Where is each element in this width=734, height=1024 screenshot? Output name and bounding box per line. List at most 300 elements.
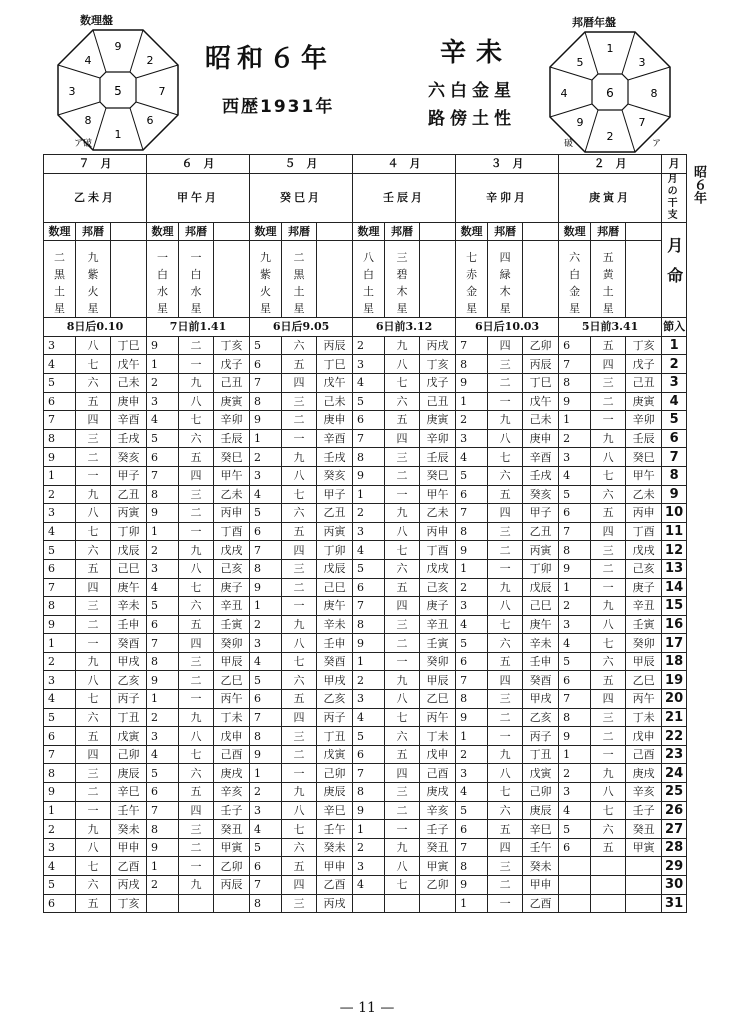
day-suri: 9 bbox=[456, 373, 488, 392]
day-kanshi: 辛亥 bbox=[626, 783, 662, 802]
day-hou: 一 bbox=[282, 764, 317, 783]
day-kanshi: 己酉 bbox=[214, 745, 250, 764]
day-hou: 一 bbox=[488, 392, 523, 411]
hou-month-star bbox=[591, 241, 626, 318]
day-hou: 四 bbox=[591, 522, 626, 541]
day-hou: 五 bbox=[282, 857, 317, 876]
day-kanshi: 辛卯 bbox=[420, 429, 456, 448]
day-suri: 7 bbox=[456, 671, 488, 690]
day-hou: 二 bbox=[76, 615, 111, 634]
day-hou: 六 bbox=[179, 429, 214, 448]
setsu-time: 6日前3.12 bbox=[353, 318, 456, 337]
hou-label: 邦暦 bbox=[282, 222, 317, 241]
day-number: 22 bbox=[662, 727, 687, 746]
day-kanshi: 辛未 bbox=[317, 615, 353, 634]
day-hou: 八 bbox=[488, 429, 523, 448]
setsu-time: 6日后10.03 bbox=[456, 318, 559, 337]
day-suri: 9 bbox=[353, 466, 385, 485]
star-char: 一 bbox=[190, 251, 202, 265]
day-hou: 五 bbox=[385, 745, 420, 764]
svg-text:2: 2 bbox=[606, 130, 614, 143]
day-suri: 1 bbox=[44, 466, 76, 485]
day-number: 6 bbox=[662, 429, 687, 448]
day-hou: 二 bbox=[179, 504, 214, 523]
day-kanshi: 己亥 bbox=[626, 559, 662, 578]
suri-label: 数理 bbox=[147, 222, 179, 241]
day-kanshi: 丙午 bbox=[214, 690, 250, 709]
day-suri: 9 bbox=[353, 634, 385, 653]
day-hou: 六 bbox=[179, 764, 214, 783]
day-suri: 2 bbox=[353, 336, 385, 355]
day-suri: 5 bbox=[353, 727, 385, 746]
day-suri: 9 bbox=[44, 448, 76, 467]
day-kanshi: 丙辰 bbox=[214, 876, 250, 895]
day-hou: 三 bbox=[282, 392, 317, 411]
day-kanshi bbox=[626, 894, 662, 913]
day-suri: 7 bbox=[353, 597, 385, 616]
day-suri: 7 bbox=[353, 429, 385, 448]
day-suri: 7 bbox=[250, 708, 282, 727]
day-number: 31 bbox=[662, 894, 687, 913]
day-suri: 1 bbox=[559, 745, 591, 764]
day-hou bbox=[591, 894, 626, 913]
day-suri: 5 bbox=[456, 634, 488, 653]
day-hou: 八 bbox=[385, 355, 420, 374]
day-hou: 一 bbox=[488, 559, 523, 578]
day-suri: 1 bbox=[456, 727, 488, 746]
day-suri: 5 bbox=[456, 466, 488, 485]
day-hou: 二 bbox=[282, 745, 317, 764]
day-hou: 三 bbox=[282, 727, 317, 746]
day-suri: 4 bbox=[44, 690, 76, 709]
day-hou: 九 bbox=[282, 448, 317, 467]
day-hou: 九 bbox=[488, 745, 523, 764]
day-suri: 5 bbox=[353, 392, 385, 411]
setsu-time: 6日后9.05 bbox=[250, 318, 353, 337]
hou-center: 6 bbox=[606, 86, 614, 100]
day-suri: 1 bbox=[456, 559, 488, 578]
day-kanshi: 甲戌 bbox=[317, 671, 353, 690]
day-hou: 四 bbox=[488, 671, 523, 690]
day-kanshi: 戊寅 bbox=[111, 727, 147, 746]
day-hou: 八 bbox=[591, 448, 626, 467]
day-hou: 三 bbox=[385, 615, 420, 634]
day-kanshi: 丁巳 bbox=[111, 336, 147, 355]
day-kanshi: 癸未 bbox=[523, 857, 559, 876]
day-hou: 六 bbox=[76, 373, 111, 392]
day-suri: 7 bbox=[44, 578, 76, 597]
day-kanshi: 庚辰 bbox=[317, 783, 353, 802]
day-kanshi: 丙寅 bbox=[523, 541, 559, 560]
day-kanshi: 乙丑 bbox=[317, 504, 353, 523]
day-kanshi: 己丑 bbox=[214, 373, 250, 392]
day-hou: 六 bbox=[282, 671, 317, 690]
svg-text:ア破: ア破 bbox=[74, 139, 93, 149]
day-hou: 三 bbox=[488, 522, 523, 541]
day-hou: 三 bbox=[385, 783, 420, 802]
day-kanshi: 庚寅 bbox=[626, 392, 662, 411]
svg-text:7: 7 bbox=[638, 116, 646, 129]
day-suri: 5 bbox=[147, 764, 179, 783]
day-hou: 九 bbox=[591, 597, 626, 616]
day-suri: 2 bbox=[250, 448, 282, 467]
day-kanshi: 丙寅 bbox=[111, 504, 147, 523]
day-kanshi: 壬戌 bbox=[317, 448, 353, 467]
star-char: 土 bbox=[54, 285, 65, 299]
day-hou: 七 bbox=[179, 411, 214, 430]
day-hou: 六 bbox=[385, 392, 420, 411]
day-hou: 三 bbox=[179, 652, 214, 671]
day-suri: 8 bbox=[250, 392, 282, 411]
day-kanshi: 丁未 bbox=[420, 727, 456, 746]
day-suri: 5 bbox=[456, 801, 488, 820]
side-label-text: 昭６年 bbox=[691, 165, 706, 204]
day-hou: 四 bbox=[385, 764, 420, 783]
star-blank bbox=[523, 241, 559, 318]
day-number: 30 bbox=[662, 876, 687, 895]
table-row bbox=[44, 522, 687, 541]
day-suri: 6 bbox=[353, 411, 385, 430]
day-kanshi: 辛未 bbox=[111, 597, 147, 616]
day-kanshi: 戊午 bbox=[111, 355, 147, 374]
day-kanshi: 癸卯 bbox=[626, 634, 662, 653]
star-char: 白 bbox=[157, 268, 169, 282]
day-suri: 2 bbox=[44, 820, 76, 839]
day-suri: 6 bbox=[250, 522, 282, 541]
day-hou: 一 bbox=[179, 355, 214, 374]
star-char: 紫 bbox=[87, 268, 99, 282]
day-suri: 9 bbox=[44, 615, 76, 634]
table-row bbox=[44, 838, 687, 857]
day-hou: 五 bbox=[385, 411, 420, 430]
day-kanshi: 辛未 bbox=[523, 634, 559, 653]
day-number: 7 bbox=[662, 448, 687, 467]
day-hou: 四 bbox=[76, 745, 111, 764]
day-number: 5 bbox=[662, 411, 687, 430]
suri-board-title: 数理盤 bbox=[80, 14, 113, 27]
day-kanshi: 壬子 bbox=[214, 801, 250, 820]
day-suri: 3 bbox=[559, 615, 591, 634]
day-hou: 四 bbox=[282, 541, 317, 560]
western-year: 西歴1931年 bbox=[222, 97, 335, 117]
star-char: 星 bbox=[190, 302, 202, 316]
day-kanshi: 壬申 bbox=[317, 634, 353, 653]
day-kanshi: 乙酉 bbox=[523, 894, 559, 913]
day-kanshi: 庚午 bbox=[523, 615, 559, 634]
day-hou: 四 bbox=[591, 355, 626, 374]
day-kanshi: 庚戌 bbox=[420, 783, 456, 802]
table-row bbox=[44, 708, 687, 727]
day-kanshi: 丙戌 bbox=[111, 876, 147, 895]
day-suri bbox=[559, 894, 591, 913]
day-hou: 一 bbox=[282, 597, 317, 616]
day-hou: 一 bbox=[591, 745, 626, 764]
star-char: 緑 bbox=[499, 268, 511, 282]
day-kanshi: 戊戌 bbox=[420, 559, 456, 578]
table-row bbox=[44, 429, 687, 448]
star-char: 白 bbox=[569, 268, 581, 282]
day-suri: 7 bbox=[44, 411, 76, 430]
kanshi-row-label: 月の干支 bbox=[662, 173, 687, 222]
day-number: 8 bbox=[662, 466, 687, 485]
day-kanshi: 辛丑 bbox=[214, 597, 250, 616]
day-hou: 九 bbox=[385, 336, 420, 355]
day-kanshi: 丁酉 bbox=[214, 522, 250, 541]
table-row bbox=[44, 411, 687, 430]
day-suri: 6 bbox=[456, 652, 488, 671]
star-char: 九 bbox=[87, 251, 99, 265]
table-row bbox=[44, 504, 687, 523]
day-kanshi: 癸亥 bbox=[111, 448, 147, 467]
day-hou: 六 bbox=[488, 466, 523, 485]
day-suri: 5 bbox=[44, 876, 76, 895]
day-hou: 一 bbox=[282, 429, 317, 448]
day-hou: 六 bbox=[591, 485, 626, 504]
day-hou: 八 bbox=[488, 764, 523, 783]
day-suri: 4 bbox=[147, 578, 179, 597]
day-suri: 8 bbox=[559, 708, 591, 727]
day-hou: 五 bbox=[76, 727, 111, 746]
day-kanshi: 庚寅 bbox=[420, 411, 456, 430]
svg-text:1: 1 bbox=[606, 42, 614, 55]
day-hou: 六 bbox=[76, 876, 111, 895]
day-hou: 七 bbox=[282, 652, 317, 671]
day-kanshi: 戊子 bbox=[214, 355, 250, 374]
hou-month-star bbox=[282, 241, 317, 318]
table-row bbox=[44, 392, 687, 411]
star-char: 星 bbox=[260, 302, 272, 316]
day-kanshi bbox=[420, 894, 456, 913]
day-kanshi bbox=[626, 876, 662, 895]
day-hou: 一 bbox=[179, 857, 214, 876]
day-suri: 5 bbox=[250, 671, 282, 690]
day-hou: 六 bbox=[282, 838, 317, 857]
day-kanshi: 壬戌 bbox=[523, 466, 559, 485]
star-char: 星 bbox=[87, 302, 99, 316]
day-suri: 1 bbox=[250, 429, 282, 448]
day-hou: 二 bbox=[488, 708, 523, 727]
day-hou: 八 bbox=[76, 336, 111, 355]
month-kanshi: 庚寅月 bbox=[559, 173, 662, 222]
star-char: 黒 bbox=[293, 268, 305, 282]
day-suri: 8 bbox=[559, 541, 591, 560]
day-number: 21 bbox=[662, 708, 687, 727]
day-kanshi: 己丑 bbox=[626, 373, 662, 392]
suri-board bbox=[56, 28, 180, 152]
day-suri: 5 bbox=[559, 652, 591, 671]
star-char: 二 bbox=[54, 251, 65, 265]
day-kanshi: 庚戌 bbox=[626, 764, 662, 783]
day-suri: 9 bbox=[147, 504, 179, 523]
day-hou: 六 bbox=[591, 652, 626, 671]
day-suri bbox=[353, 894, 385, 913]
day-kanshi: 己巳 bbox=[111, 559, 147, 578]
star-char: 八 bbox=[363, 251, 375, 265]
month-kanshi: 甲午月 bbox=[147, 173, 250, 222]
day-hou: 五 bbox=[385, 578, 420, 597]
table-row bbox=[44, 373, 687, 392]
day-kanshi: 戊辰 bbox=[111, 541, 147, 560]
day-kanshi: 癸巳 bbox=[214, 448, 250, 467]
star-char: 六 bbox=[569, 251, 581, 265]
day-suri: 3 bbox=[456, 597, 488, 616]
day-kanshi: 丙午 bbox=[626, 690, 662, 709]
day-kanshi: 丁酉 bbox=[626, 522, 662, 541]
day-kanshi: 壬午 bbox=[111, 801, 147, 820]
day-kanshi: 丁亥 bbox=[626, 336, 662, 355]
table-row bbox=[44, 597, 687, 616]
day-suri: 5 bbox=[44, 708, 76, 727]
day-suri: 3 bbox=[250, 466, 282, 485]
day-kanshi: 甲午 bbox=[420, 485, 456, 504]
day-suri: 8 bbox=[353, 615, 385, 634]
day-kanshi: 丁亥 bbox=[214, 336, 250, 355]
day-kanshi: 庚寅 bbox=[214, 392, 250, 411]
day-kanshi: 癸卯 bbox=[420, 652, 456, 671]
day-kanshi: 丁亥 bbox=[111, 894, 147, 913]
day-kanshi: 丁丑 bbox=[317, 727, 353, 746]
day-hou: 五 bbox=[282, 355, 317, 374]
day-hou: 四 bbox=[179, 634, 214, 653]
day-kanshi: 戊戌 bbox=[626, 541, 662, 560]
day-hou: 八 bbox=[76, 838, 111, 857]
table-row bbox=[44, 652, 687, 671]
day-suri: 9 bbox=[147, 671, 179, 690]
day-hou bbox=[591, 857, 626, 876]
day-kanshi: 庚申 bbox=[111, 392, 147, 411]
hou-month-star bbox=[179, 241, 214, 318]
day-suri: 5 bbox=[250, 336, 282, 355]
hou-board bbox=[548, 30, 672, 154]
day-kanshi: 己卯 bbox=[317, 764, 353, 783]
day-kanshi: 戊申 bbox=[420, 745, 456, 764]
day-suri: 3 bbox=[456, 429, 488, 448]
day-kanshi: 癸巳 bbox=[626, 448, 662, 467]
day-suri: 3 bbox=[353, 522, 385, 541]
day-suri: 4 bbox=[353, 541, 385, 560]
day-suri: 7 bbox=[147, 466, 179, 485]
day-kanshi: 壬寅 bbox=[214, 615, 250, 634]
day-suri: 8 bbox=[353, 448, 385, 467]
day-hou: 三 bbox=[591, 541, 626, 560]
day-suri: 3 bbox=[456, 764, 488, 783]
day-suri: 1 bbox=[44, 634, 76, 653]
day-kanshi: 戊午 bbox=[523, 392, 559, 411]
day-kanshi: 庚辰 bbox=[111, 764, 147, 783]
star-char: 星 bbox=[396, 302, 408, 316]
day-suri: 1 bbox=[250, 764, 282, 783]
day-suri: 5 bbox=[353, 559, 385, 578]
day-hou: 四 bbox=[282, 373, 317, 392]
day-hou: 四 bbox=[76, 578, 111, 597]
day-number: 23 bbox=[662, 745, 687, 764]
day-kanshi: 乙未 bbox=[420, 504, 456, 523]
day-hou: 四 bbox=[282, 876, 317, 895]
day-hou: 一 bbox=[179, 522, 214, 541]
day-hou: 八 bbox=[591, 783, 626, 802]
day-hou: 四 bbox=[76, 411, 111, 430]
day-hou bbox=[179, 894, 214, 913]
day-hou: 二 bbox=[591, 559, 626, 578]
star-char: 火 bbox=[260, 285, 272, 299]
month-kanshi: 乙未月 bbox=[44, 173, 147, 222]
star-blank bbox=[626, 241, 662, 318]
day-kanshi: 丙戌 bbox=[420, 336, 456, 355]
day-hou: 一 bbox=[76, 466, 111, 485]
day-suri: 4 bbox=[456, 448, 488, 467]
day-suri: 9 bbox=[44, 783, 76, 802]
day-number: 1 bbox=[662, 336, 687, 355]
hou-label: 邦暦 bbox=[488, 222, 523, 241]
day-suri: 6 bbox=[250, 857, 282, 876]
table-row bbox=[44, 801, 687, 820]
day-suri: 8 bbox=[456, 355, 488, 374]
suri-month-star bbox=[250, 241, 282, 318]
star-char: 一 bbox=[157, 251, 169, 265]
day-hou: 三 bbox=[179, 820, 214, 839]
star-char: 五 bbox=[602, 251, 614, 265]
day-hou: 七 bbox=[591, 634, 626, 653]
star-char: 九 bbox=[260, 251, 272, 265]
day-suri: 4 bbox=[559, 634, 591, 653]
day-suri: 1 bbox=[559, 578, 591, 597]
day-kanshi: 辛卯 bbox=[626, 411, 662, 430]
star-char: 白 bbox=[190, 268, 202, 282]
day-kanshi: 丙辰 bbox=[523, 355, 559, 374]
month-header: ２ 月 bbox=[559, 155, 662, 174]
day-hou: 六 bbox=[282, 504, 317, 523]
year-nayin: 路傍土性 bbox=[428, 109, 516, 129]
day-hou: 六 bbox=[76, 708, 111, 727]
day-kanshi: 壬戌 bbox=[111, 429, 147, 448]
day-suri: 8 bbox=[147, 820, 179, 839]
day-hou: 二 bbox=[488, 876, 523, 895]
day-kanshi: 辛巳 bbox=[523, 820, 559, 839]
day-suri: 9 bbox=[456, 541, 488, 560]
month-header: ４ 月 bbox=[353, 155, 456, 174]
day-suri: 9 bbox=[559, 559, 591, 578]
day-hou: 三 bbox=[282, 559, 317, 578]
day-hou: 八 bbox=[385, 857, 420, 876]
day-hou: 七 bbox=[76, 857, 111, 876]
star-char: 水 bbox=[190, 285, 202, 299]
col-label: 月 bbox=[662, 155, 687, 174]
star-char: 紫 bbox=[260, 268, 272, 282]
day-suri: 6 bbox=[147, 448, 179, 467]
day-suri: 3 bbox=[44, 336, 76, 355]
day-hou: 三 bbox=[385, 448, 420, 467]
day-hou: 七 bbox=[488, 615, 523, 634]
day-hou: 三 bbox=[282, 894, 317, 913]
day-suri bbox=[147, 894, 179, 913]
day-suri: 4 bbox=[559, 801, 591, 820]
day-hou: 五 bbox=[591, 336, 626, 355]
day-kanshi: 癸亥 bbox=[317, 466, 353, 485]
day-hou: 九 bbox=[76, 652, 111, 671]
day-kanshi: 戊辰 bbox=[317, 559, 353, 578]
day-hou: 三 bbox=[488, 690, 523, 709]
day-suri: 9 bbox=[559, 392, 591, 411]
day-hou: 三 bbox=[76, 429, 111, 448]
svg-text:6: 6 bbox=[146, 114, 154, 127]
day-suri: 3 bbox=[147, 392, 179, 411]
day-hou: 三 bbox=[76, 764, 111, 783]
day-hou: 二 bbox=[385, 634, 420, 653]
day-kanshi: 甲辰 bbox=[214, 652, 250, 671]
day-hou: 三 bbox=[591, 708, 626, 727]
day-kanshi: 丙子 bbox=[317, 708, 353, 727]
day-kanshi: 辛酉 bbox=[317, 429, 353, 448]
